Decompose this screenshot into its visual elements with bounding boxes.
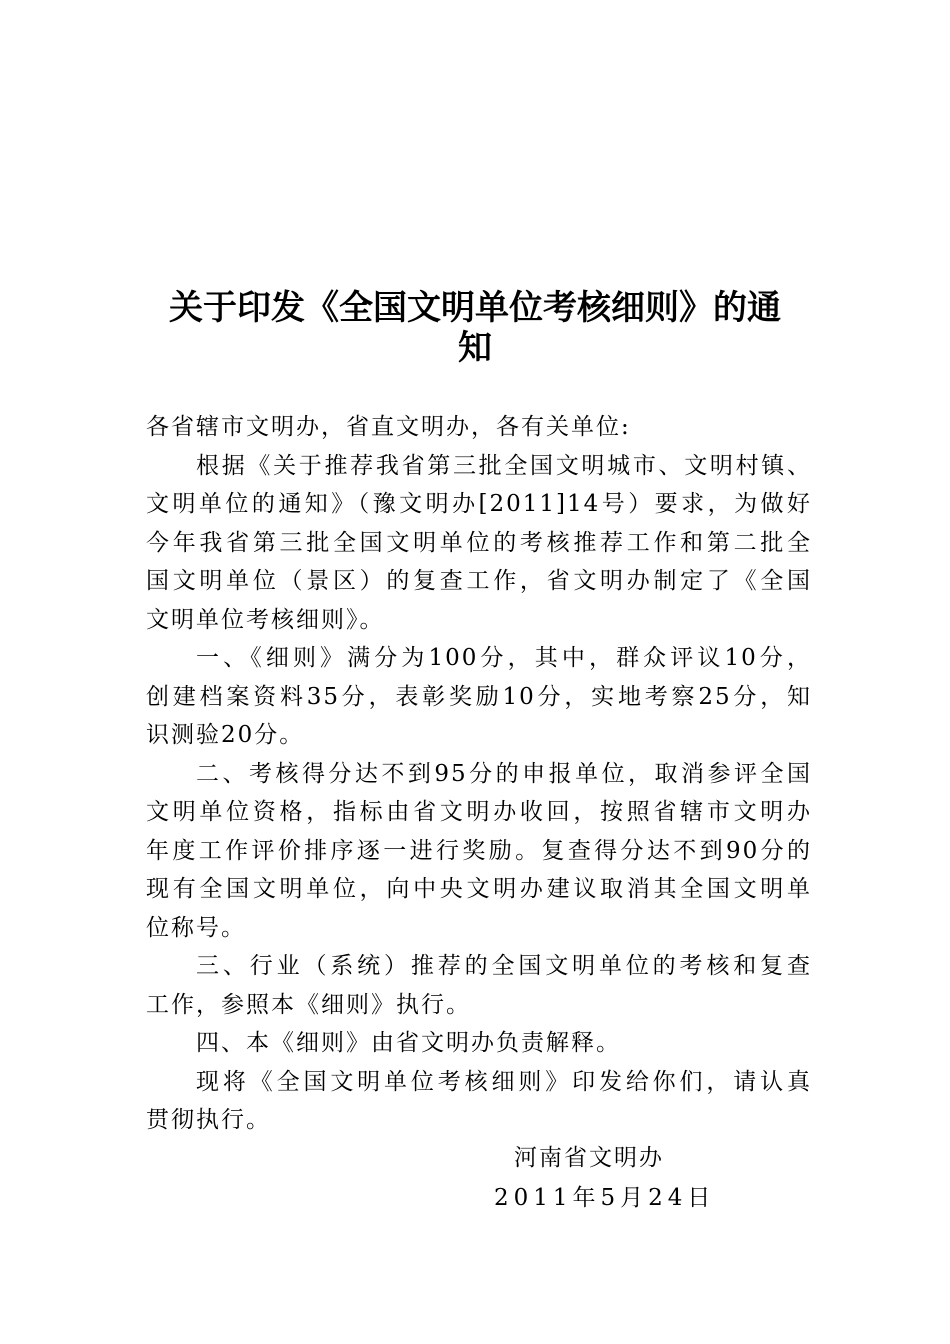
- paragraph-1-line-3: 今年我省第三批全国文明单位的考核推荐工作和第二批全: [146, 529, 812, 556]
- paragraph-1-line-4: 国文明单位（景区）的复查工作，省文明办制定了《全国: [146, 568, 812, 594]
- document-body: [146, 408, 812, 1140]
- paragraph-3-line-2: 文明单位资格，指标由省文明办收回，按照省辖市文明办: [146, 799, 812, 825]
- paragraph-5-line-1: 四、本《细则》由省文明办负责解释。: [196, 1030, 621, 1056]
- paragraph-6-line-1: 现将《全国文明单位考核细则》印发给你们，请认真: [196, 1068, 812, 1095]
- paragraph-1-line-1: 根据《关于推荐我省第三批全国文明城市、文明村镇、: [196, 452, 812, 479]
- paragraph-3-line-4: 现有全国文明单位，向中央文明办建议取消其全国文明单: [146, 876, 812, 902]
- paragraph-3-line-3: 年度工作评价排序逐一进行奖励。复查得分达不到90分的: [146, 837, 812, 864]
- paragraph-3-line-5: 位称号。: [146, 914, 246, 941]
- paragraph-2-line-2: 创建档案资料35分，表彰奖励10分，实地考察25分，知: [146, 683, 812, 710]
- signature-date: 2011年5月24日: [494, 1185, 716, 1211]
- paragraph-2-line-1: 一、《细则》满分为100分，其中，群众评议10分，: [196, 645, 812, 671]
- title-line-2: 知: [458, 328, 492, 368]
- paragraph-2-line-3: 识测验20分。: [146, 722, 305, 748]
- paragraph-4-line-1: 三、行业（系统）推荐的全国文明单位的考核和复查: [196, 953, 812, 979]
- salutation: 各省辖市文明办，省直文明办，各有关单位:: [146, 414, 631, 440]
- signature-org: 河南省文明办: [514, 1145, 664, 1171]
- paragraph-3-line-1: 二、考核得分达不到95分的申报单位，取消参评全国: [196, 760, 812, 787]
- paragraph-1-line-2: 文明单位的通知》（豫文明办[2011]14号）要求，为做好: [146, 491, 812, 517]
- document-title: [0, 288, 950, 368]
- title-line-1: 关于印发《全国文明单位考核细则》的通: [169, 288, 781, 328]
- paragraph-4-line-2: 工作，参照本《细则》执行。: [146, 991, 471, 1018]
- paragraph-1-line-5: 文明单位考核细则》。: [146, 606, 385, 633]
- paragraph-6-line-2: 贯彻执行。: [146, 1107, 271, 1133]
